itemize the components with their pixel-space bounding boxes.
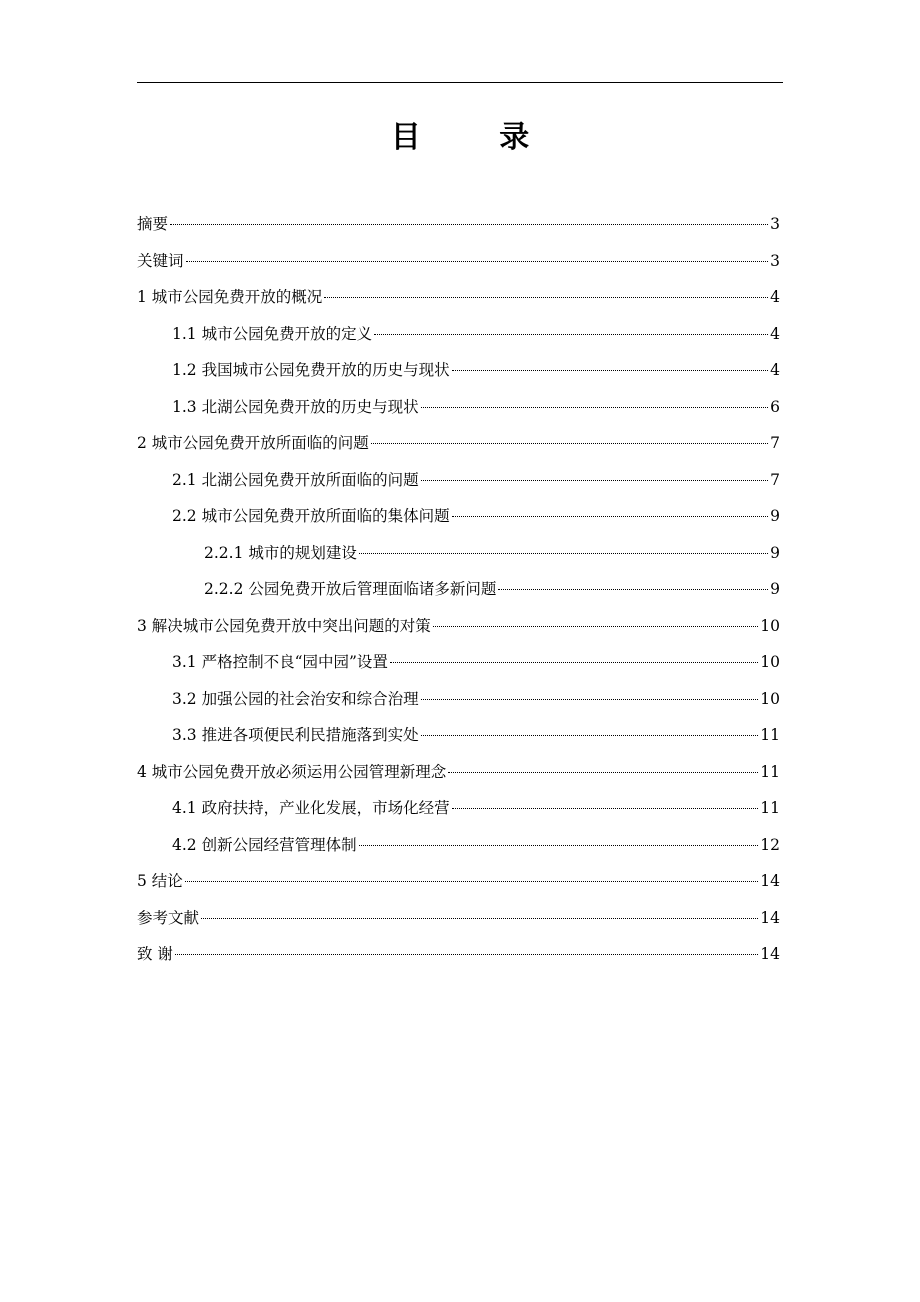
toc-entry-page-number: 4 <box>770 324 780 343</box>
toc-entry-page-number: 4 <box>770 288 780 306</box>
toc-entry-page-number: 4 <box>770 361 780 379</box>
toc-dot-leader <box>452 370 769 371</box>
toc-entry-page-number: 14 <box>760 872 780 890</box>
toc-entry[interactable] <box>137 754 780 791</box>
toc-entry[interactable] <box>137 316 780 353</box>
toc-dot-leader <box>359 553 768 554</box>
toc-dot-leader <box>448 772 758 773</box>
toc-entry-page-number: 3 <box>770 215 780 233</box>
toc-entry[interactable] <box>137 790 780 827</box>
toc-entry-page-number: 9 <box>770 507 780 525</box>
toc-entry[interactable] <box>137 535 780 572</box>
toc-dot-leader <box>433 626 758 627</box>
toc-dot-leader <box>185 881 758 882</box>
toc-entry-label: 关键词 <box>137 251 184 270</box>
toc-entry-label: 1 城市公园免费开放的概况 <box>137 288 323 306</box>
toc-entry[interactable] <box>137 279 780 316</box>
page-title: 目 录 <box>390 120 564 155</box>
toc-dot-leader <box>374 334 768 335</box>
toc-entry-page-number: 10 <box>760 689 780 708</box>
toc-entry[interactable] <box>137 717 780 754</box>
toc-dot-leader <box>371 443 768 444</box>
toc-entry-page-number: 10 <box>760 616 780 635</box>
toc-entry-label: 1.3 北湖公园免费开放的历史与现状 <box>172 397 419 416</box>
toc-entry[interactable] <box>137 900 780 937</box>
toc-entry-label: 3.3 推进各项便民利民措施落到实处 <box>172 726 419 744</box>
toc-entry[interactable] <box>137 863 780 900</box>
toc-dot-leader <box>175 954 758 955</box>
toc-entry-page-number: 10 <box>760 653 780 671</box>
toc-entry[interactable] <box>137 608 780 645</box>
toc-entry-page-number: 11 <box>760 762 780 781</box>
toc-entry-page-number: 7 <box>770 434 780 452</box>
toc-entry[interactable] <box>137 352 780 389</box>
toc-entry-label: 致 谢 <box>137 945 173 963</box>
toc-dot-leader <box>359 845 759 846</box>
toc-entry[interactable] <box>137 827 780 864</box>
toc-dot-leader <box>498 589 768 590</box>
toc-dot-leader <box>421 735 759 736</box>
toc-entry-page-number: 7 <box>770 470 780 489</box>
toc-entry-page-number: 9 <box>770 580 780 598</box>
toc-entry[interactable] <box>137 571 780 608</box>
toc-entry-label: 2.2.1 城市的规划建设 <box>204 543 357 562</box>
toc-entry-label: 5 结论 <box>137 872 183 890</box>
toc-dot-leader <box>186 261 769 262</box>
toc-dot-leader <box>170 224 768 225</box>
toc-entry-page-number: 11 <box>760 726 780 744</box>
toc-entry-label: 1.1 城市公园免费开放的定义 <box>172 324 373 343</box>
toc-entry-page-number: 14 <box>760 908 780 927</box>
toc-entry-label: 3 解决城市公园免费开放中突出问题的对策 <box>137 616 431 635</box>
toc-dot-leader <box>421 480 769 481</box>
toc-dot-leader <box>421 407 769 408</box>
toc-dot-leader <box>390 662 758 663</box>
toc-dot-leader <box>452 516 769 517</box>
toc-entry-label: 4 城市公园免费开放必须运用公园管理新理念 <box>137 762 447 781</box>
toc-entry-page-number: 9 <box>770 543 780 562</box>
toc-entry-label: 2.1 北湖公园免费开放所面临的问题 <box>172 470 419 489</box>
toc-entry[interactable] <box>137 425 780 462</box>
toc-entry-label: 4.1 政府扶持，产业化发展，市场化经营 <box>172 799 450 817</box>
toc-entry[interactable] <box>137 644 780 681</box>
table-of-contents <box>137 206 780 973</box>
toc-entry[interactable] <box>137 206 780 243</box>
toc-entry-label: 1.2 我国城市公园免费开放的历史与现状 <box>172 361 450 379</box>
toc-entry[interactable] <box>137 498 780 535</box>
toc-entry-page-number: 12 <box>760 835 780 854</box>
header-rule <box>137 82 783 83</box>
toc-entry[interactable] <box>137 681 780 718</box>
toc-dot-leader <box>421 699 759 700</box>
toc-entry-page-number: 14 <box>760 945 780 963</box>
toc-entry-label: 3.2 加强公园的社会治安和综合治理 <box>172 689 419 708</box>
toc-entry[interactable] <box>137 389 780 426</box>
toc-entry[interactable] <box>137 243 780 280</box>
toc-dot-leader <box>201 918 758 919</box>
toc-dot-leader <box>452 808 759 809</box>
toc-entry-label: 参考文献 <box>137 908 200 927</box>
toc-entry-label: 2 城市公园免费开放所面临的问题 <box>137 434 369 452</box>
toc-entry[interactable] <box>137 462 780 499</box>
toc-entry-label: 摘要 <box>137 215 169 233</box>
toc-entry-label: 2.2.2 公园免费开放后管理面临诸多新问题 <box>204 580 497 598</box>
toc-entry-label: 2.2 城市公园免费开放所面临的集体问题 <box>172 507 450 525</box>
toc-dot-leader <box>324 297 768 298</box>
toc-entry-label: 4.2 创新公园经营管理体制 <box>172 835 357 854</box>
toc-entry-page-number: 11 <box>760 799 780 817</box>
toc-entry[interactable] <box>137 936 780 973</box>
toc-entry-page-number: 6 <box>770 397 780 416</box>
toc-entry-label: 3.1 严格控制不良“园中园”设置 <box>172 653 388 671</box>
toc-entry-page-number: 3 <box>770 251 780 270</box>
